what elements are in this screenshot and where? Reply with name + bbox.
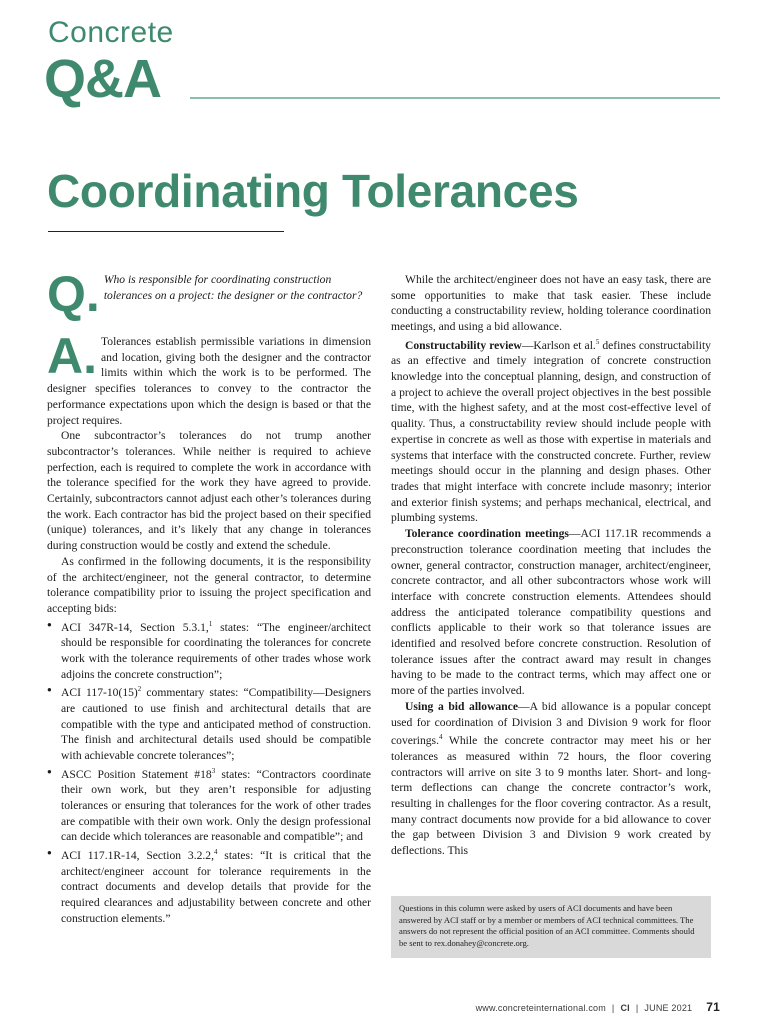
answer-paragraph-3: As confirmed in the following documents, it is the responsibility of the architect/engineer, not the general contractor, to determine tolerance compatibility prior to issuing the project specification and accepting bids:: [47, 554, 371, 615]
list-item: ● ACI 117.1R-14, Section 3.2.2,$^4$ states: “It is critical that the architect/engineer account for tolerance requirements in the contract documents and develop details that provide for the required clearances and adjustability between concrete and other construction elements.”: [47, 845, 371, 926]
reference-list: [47, 617, 371, 927]
page-number: 71: [706, 1000, 720, 1014]
title-underline: [48, 231, 284, 232]
section-label: Concrete: [48, 16, 174, 49]
question-text: Who is responsible for coordinating construction tolerances on a project: the designer or the contractor?: [103, 273, 363, 302]
editorial-note-box: Questions in this column were asked by users of ACI documents and have been answered by ACI staff or by a member or members of ACI technical committees. The answers do not represent the official position of an ACI committee. Comments should be sent to rex.donahey@concrete.org.: [391, 896, 711, 958]
run-in-heading: Constructability review: [405, 338, 522, 352]
footer-url: www.concreteinternational.com: [475, 1003, 606, 1013]
body-paragraph: Using a bid allowance—A bid allowance is a popular concept used for coordination of Division 3 and Division 9 work for floor coverings.$^4$ While the concrete contractor may meet his or her tolerances as measured within 72 hours, the floor covering contractors will arrive on site 3 to 9 months later. Short- and long-term deflections can change the concrete contractor’s work, resulting in challenges for the floor covering contractor. As a result, many contract documents now provide for a bid allowance to cover the gap between Division 3 and Division 9 work created by deflections. This: [391, 699, 711, 858]
footer-separator: |: [635, 1003, 639, 1013]
footer-separator: |: [611, 1003, 615, 1013]
article-title: Coordinating Tolerances: [47, 165, 579, 217]
run-in-heading: Tolerance coordination meetings: [405, 527, 569, 541]
answer-paragraph-1: Tolerances establish permissible variations in dimension and location, giving both the designer and the contractor limits within which the work is to be performed. The designer specifies tolerances to convey to the contractor the performance expectations upon which the design is based or that the project requires.: [47, 335, 371, 427]
list-item: ● ASCC Position Statement $\#18^3$ states: “Contractors coordinate their own work, but they aren’t responsible for adjusting tolerances or ensuring that tolerances for the work of other trades are compatible with their own work. Only the design professional can decide which tolerances are reasonable and compatible”; and: [47, 764, 371, 845]
question-block: [47, 266, 371, 322]
left-column: [47, 266, 372, 926]
footer-issue: JUNE 2021: [644, 1003, 693, 1013]
answer-paragraph-2: One subcontractor’s tolerances do not trump another subcontractor’s tolerances. While neither is required to achieve perfection, each is required to complete the work in accordance with the tolerance specified for the work they have agreed to provide. Certainly, subcontractors cannot adjust each other’s tolerances during the work. Each contractor has bid the project based on their specified (unique) tolerances, and it’s likely that any change in tolerances during construction would be costly and extend the schedule.: [47, 429, 371, 553]
run-in-heading: Using a bid allowance: [405, 699, 518, 713]
question-letter: Q.: [47, 266, 100, 322]
body-paragraph: Tolerance coordination meetings—ACI 117.1R recommends a preconstruction tolerance coordination meeting that includes the owner, general contractor, construction manager, architect/engineer, concrete contractor, and all other subcontractors whose work will interface with concrete construction elements. Attendees should address the anticipated tolerance compatibility questions and conflicts applicable to their work so that tolerance issues are identified and resolved before concrete construction. Resolution of tolerance issues after the contract award may result in changes having to be made to the contract terms, which may affect one or more of the parties involved.: [391, 527, 711, 698]
footer-magazine: CI: [620, 1003, 630, 1013]
answer-letter: A.: [47, 328, 98, 384]
header-divider: [190, 97, 720, 99]
list-item: ● ACI $117-10(15)^2$ commentary states: “Compatibility—Designers are cautioned to use finish and architectural details that are compatible with the type and anticipated method of construction. The finish and architectural details used should be compatible with achievable concrete tolerances”;: [47, 682, 371, 763]
answer-block: [47, 328, 372, 926]
body-paragraph: While the architect/engineer does not have an easy task, there are some opportunities to make that task easier. These include conducting a constructability review, holding tolerance coordination meetings, and using a bid allowance.: [391, 273, 711, 334]
body-paragraph: Constructability review—Karlson et al.$^5$ defines constructability as an effective and timely integration of concrete construction knowledge into the conceptual planning, design, and construction of a project to achieve the overall project objectives in the best possible time, with the highest safety, and at the most cost-effective level of quality. Thus, a constructability review should include people with expertise in concrete as well as those with expertise in materials and systems that interface with the constructed concrete. Further, review meetings should occur in the planning and design phases. Other trades that might interface with concrete include masonry; interior and exterior finish systems; and perhaps mechanical, electrical, and plumbing systems.: [391, 337, 711, 525]
right-column: [391, 272, 711, 859]
section-title-qa: Q&A: [44, 49, 161, 109]
list-item: ● ACI 347R-14, Section 5.3.1,$^1$ states: “The engineer/architect should be responsible for coordinating the tolerances for concrete work with the tolerance requirements of other trades whose work adjoins the concrete construction”;: [47, 617, 371, 683]
page-footer: [476, 1000, 720, 1014]
